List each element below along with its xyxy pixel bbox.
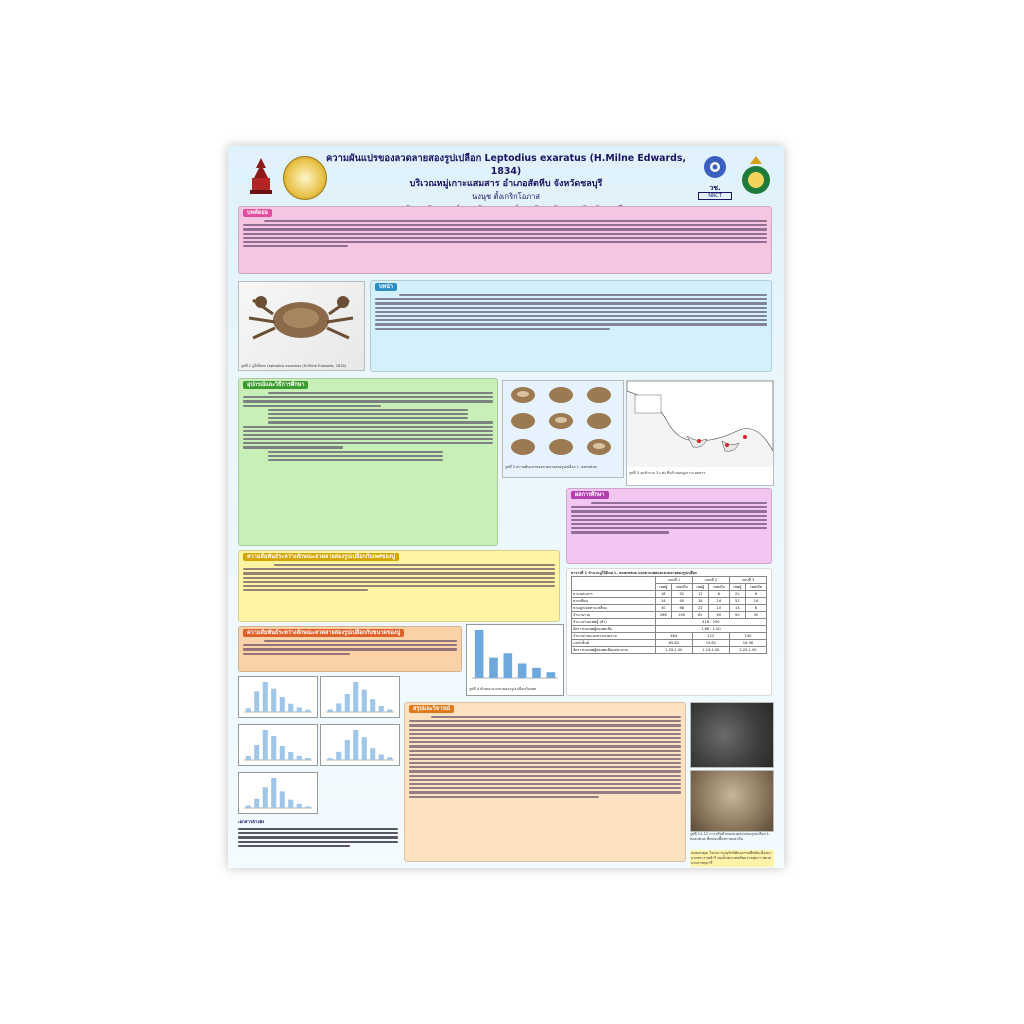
- table-row: [572, 591, 767, 598]
- table-cell: 14: [655, 598, 671, 605]
- intro-text-lines: [375, 294, 767, 330]
- chart-bar: [387, 709, 392, 712]
- table-cell: 60: [708, 612, 729, 619]
- table-row-label: หาดดูกเคยสามเหลี่ยม: [572, 605, 656, 612]
- table-cell: 14: [729, 605, 745, 612]
- table-cell: 10: [708, 605, 729, 612]
- table-header-station: [572, 577, 656, 591]
- table-summary-row: [572, 647, 767, 654]
- references-section: [238, 820, 398, 862]
- chart-bar: [353, 730, 358, 760]
- methods-section: [238, 378, 498, 546]
- table-cell: 24: [708, 598, 729, 605]
- references-heading: เอกสารอ้างอิง: [238, 820, 265, 825]
- table-summary-row: [572, 626, 767, 633]
- table-summary-cell: 1.33:1.00: [655, 647, 692, 654]
- table-summary-label: อัตราส่วนเพศผู้ต่อเพศเมีย: [572, 626, 656, 633]
- chart-bar: [246, 756, 251, 760]
- fig2-variation-photos: [502, 380, 624, 478]
- habitat-photo-bottom: [690, 770, 774, 832]
- fig3-map: [626, 380, 774, 486]
- chart-bar: [246, 708, 251, 712]
- chart-bar: [504, 653, 513, 678]
- table-summary-cell: 464: [655, 633, 692, 640]
- chart-bar: [518, 663, 527, 678]
- relation-size-section: [238, 626, 462, 672]
- chart-bar: [288, 704, 293, 712]
- habitat-caption: รูปที่ 11-12 การปรับตัวของลวดลายสองรูปเปลือก L. exaratus ที่พบบนพื้นทรายและหิน: [690, 832, 771, 841]
- nrct-logo: [698, 154, 732, 198]
- table-summary-label: เปอร์เซ็นต์: [572, 640, 656, 647]
- conclusion-section: [404, 702, 686, 862]
- table-header-type1: แบบที่ 1: [655, 577, 692, 584]
- table-cell: 200: [671, 612, 692, 619]
- table-summary-cell: 15.82: [692, 640, 729, 647]
- table-row: [572, 598, 767, 605]
- table-subheader: เพศเมีย: [671, 584, 692, 591]
- abstract-text-lines: [243, 220, 767, 247]
- table-summary-label: จำนวนรวมแยกตามลวดลาย: [572, 633, 656, 640]
- table-cell: 12: [692, 591, 708, 598]
- chart-bar: [263, 730, 268, 760]
- chart-bar: [288, 752, 293, 760]
- chart-bar: [345, 740, 350, 760]
- sex-pattern-chart: [466, 624, 564, 696]
- relation-sex-section: [238, 550, 560, 622]
- data-table: [571, 576, 767, 654]
- table-row-label: จำนวนรวม: [572, 612, 656, 619]
- table-cell: 68: [671, 605, 692, 612]
- chart-bar: [489, 658, 498, 678]
- chart-bar: [246, 806, 251, 809]
- table-cell: 22: [692, 605, 708, 612]
- chart-bar: [532, 668, 541, 678]
- size-chart-2: [320, 676, 400, 718]
- chart-bar: [271, 736, 276, 760]
- methods-text-lines: [243, 392, 493, 461]
- relation-size-heading: ความสัมพันธ์ระหว่างลักษณะลวดลายสองรูปเปลือกกับขนาดของปู: [243, 629, 404, 637]
- chart-bar: [263, 787, 268, 808]
- fig3-caption: รูปที่ 3 จุดสำรวจ 3 แห่ง ที่บริเวณหมู่เกาะแสมสาร: [629, 471, 706, 475]
- table-summary-cell: 2.25:1.00: [729, 647, 766, 654]
- table-cell: 22: [729, 591, 745, 598]
- nrct-sub-label: NRCT: [698, 192, 732, 200]
- chart-bar: [387, 757, 392, 760]
- royal-project-logo: [738, 154, 774, 198]
- conclusion-text-lines: [409, 716, 681, 798]
- chart-bar: [370, 699, 375, 712]
- chart-bar: [288, 800, 293, 808]
- chart-bar: [280, 791, 285, 808]
- size-chart-4: [320, 724, 400, 766]
- table-summary-cell: 1.66 : 1.00: [655, 626, 766, 633]
- data-table-panel: [566, 568, 772, 696]
- size-chart-5: [238, 772, 318, 814]
- table-summary-cell: 65.82: [655, 640, 692, 647]
- table-cell: 8: [708, 591, 729, 598]
- table-cell: 18: [692, 598, 708, 605]
- table-header-type3: แบบที่ 3: [729, 577, 766, 584]
- table-row: [572, 605, 767, 612]
- table-subheader: เพศผู้: [729, 584, 745, 591]
- table-cell: 90: [729, 612, 745, 619]
- chart-bar: [305, 710, 310, 712]
- chart-bar: [254, 691, 259, 712]
- chart-bar: [297, 756, 302, 760]
- table-summary-row: [572, 619, 767, 626]
- chart-bar: [547, 672, 556, 678]
- table-summary-cell: 112: [692, 633, 729, 640]
- chart-bar: [271, 778, 276, 808]
- table-cell: 30: [655, 605, 671, 612]
- relation-size-text-lines: [243, 640, 457, 655]
- table-cell: 6: [745, 591, 766, 598]
- table-row: [572, 612, 767, 619]
- relation-sex-text-lines: [243, 564, 555, 591]
- table-summary-row: [572, 633, 767, 640]
- fig1-crab-photo: [238, 281, 365, 371]
- intro-heading: บทนำ: [375, 283, 397, 291]
- table-cell: 16: [745, 598, 766, 605]
- table-row-label: หาดเทียน: [572, 598, 656, 605]
- table-cell: 266: [655, 612, 671, 619]
- nrct-label: วช.: [709, 184, 721, 192]
- chart-bar: [297, 804, 302, 808]
- table-summary-label: จำนวนรวมเพศผู้ (ตัว): [572, 619, 656, 626]
- chart-bar: [297, 708, 302, 713]
- sex-pattern-chart-caption: รูปที่ 4 ลักษณะลวดลายสองรูปเปลือกกับเพศ: [469, 687, 536, 691]
- size-chart-1: [238, 676, 318, 718]
- table-summary-cell: 18.36: [729, 640, 766, 647]
- table-cell: 8: [745, 605, 766, 612]
- table-summary-label: อัตราส่วนเพศผู้ต่อเพศเมียแต่ละแบบ: [572, 647, 656, 654]
- table-subheader: เพศผู้: [655, 584, 671, 591]
- chart-bar: [328, 709, 333, 712]
- chart-bar: [305, 806, 310, 808]
- abstract-heading: บทคัดย่อ: [243, 209, 272, 217]
- table-cell: 62: [692, 612, 708, 619]
- chart-bar: [263, 682, 268, 712]
- table-subheader: เพศเมีย: [745, 584, 766, 591]
- chart-bar: [336, 752, 341, 760]
- chart-bar: [280, 746, 285, 760]
- chart-bar: [328, 758, 333, 760]
- table-summary-row: [572, 640, 767, 647]
- table-subheader: เพศเมีย: [708, 584, 729, 591]
- methods-heading: อุปกรณ์และวิธีการศึกษา: [243, 381, 308, 389]
- chart-bar: [370, 748, 375, 760]
- relation-sex-heading: ความสัมพันธ์ระหว่างลักษณะลวดลายสองรูปเปลือกกับเพศของปู: [243, 553, 399, 561]
- author-name: นงนุช ตั้งเกริกโอภาส: [472, 192, 540, 201]
- sex-pattern-chart-svg: [467, 625, 563, 683]
- chart-bar: [379, 755, 384, 760]
- chart-bar: [345, 694, 350, 712]
- table-header-type2: แบบที่ 2: [692, 577, 729, 584]
- table-cell: 18: [655, 591, 671, 598]
- table-row-label: หาดแสมสาร: [572, 591, 656, 598]
- chart-bar: [254, 799, 259, 808]
- chart-bar: [280, 697, 285, 712]
- chart-bar: [362, 690, 367, 712]
- habitat-photo-top: [690, 702, 774, 768]
- chart-bar: [254, 745, 259, 760]
- results-heading: ผลการศึกษา: [571, 491, 609, 499]
- university-crest-logo: [248, 156, 274, 196]
- size-charts-grid: [238, 676, 398, 816]
- table-summary-cell: 418 : 290: [655, 619, 766, 626]
- poster-title-line1: ความผันแปรของลวดลายสองรูปเปลือก Leptodius exaratus (H.Milne Edwards, 1834): [326, 153, 686, 177]
- abstract-section: [238, 206, 772, 274]
- size-chart-3: [238, 724, 318, 766]
- results-text-lines: [571, 502, 767, 534]
- table-cell: 52: [671, 591, 692, 598]
- intro-section: [370, 280, 772, 372]
- table-summary-cell: 1.24:1.00: [692, 647, 729, 654]
- poster-title-line2: บริเวณหมู่เกาะแสมสาร อำเภอสัตหีบ จังหวัดชลบุรี: [409, 179, 603, 189]
- table-subheader: เพศผู้: [692, 584, 708, 591]
- fig2-caption: รูปที่ 2 ความผันแปรของลวดลายสองรูปเปลือก L. exaratus: [505, 465, 597, 469]
- chart-bar: [379, 706, 384, 712]
- table-summary-cell: 130: [729, 633, 766, 640]
- fig1-caption: รูปที่ 1 ปูใบ้ดินท Leptodius exaratus (H.Milne Edwards, 1834): [241, 364, 347, 368]
- table-cell: 52: [729, 598, 745, 605]
- table-cell: 40: [671, 598, 692, 605]
- conclusion-heading: สรุปและวิจารณ์: [409, 705, 454, 713]
- chart-bar: [305, 758, 310, 760]
- chart-bar: [475, 630, 484, 678]
- chart-bar: [271, 689, 276, 712]
- results-section: [566, 488, 772, 564]
- table-title: ตารางที่ 1 จำนวนปูใบ้ดินท L. exaratus แยกตามเพศและลวดลายสองรูปเปลือก: [571, 571, 698, 575]
- footer-note: ขอขอบคุณ โครงการอนุรักษ์พันธุกรรมพืชอันเนื่องมาจากพระราชดำริ สมเด็จพระเทพรัตนราชสุดาฯ สยามบรมราชกุมารี: [690, 850, 774, 867]
- chart-bar: [362, 737, 367, 760]
- poster: [228, 146, 784, 868]
- chart-bar: [353, 682, 358, 712]
- chart-bar: [336, 703, 341, 712]
- table-cell: 30: [745, 612, 766, 619]
